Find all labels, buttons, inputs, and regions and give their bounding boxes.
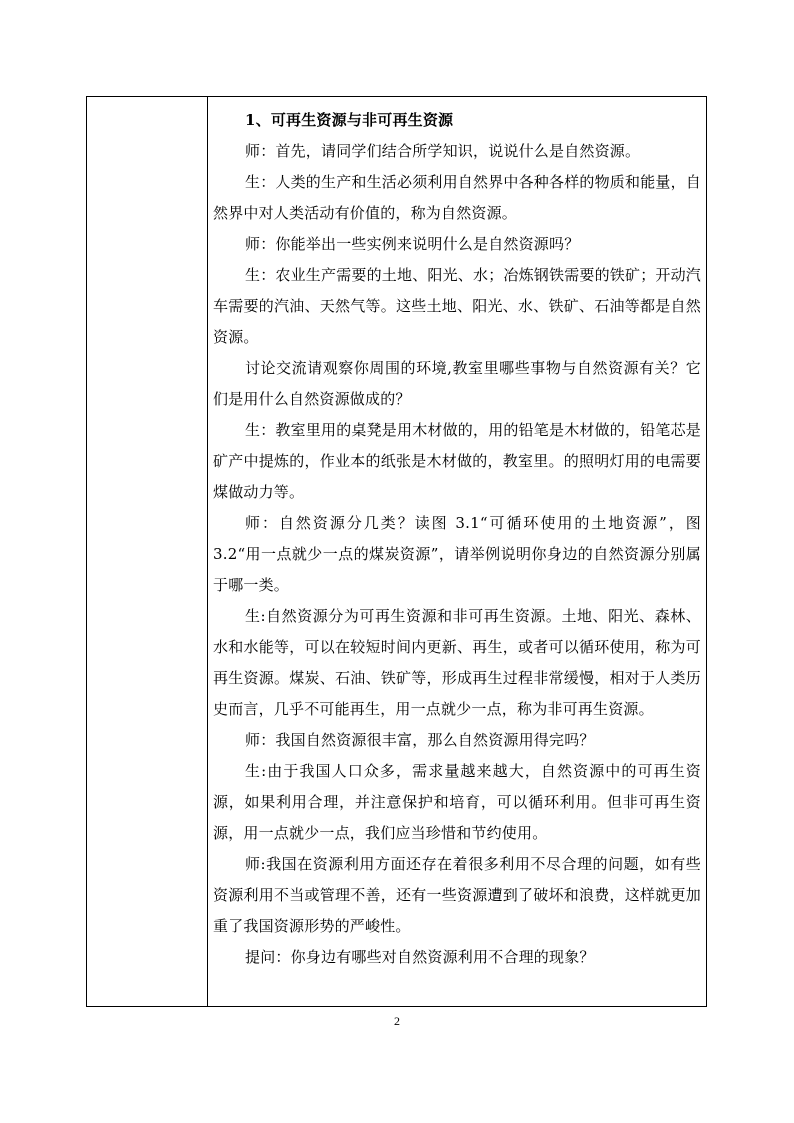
paragraph: 师:我国在资源利用方面还存在着很多利用不尽合理的问题，如有些资源利用不当或管理不善，还有一些资源遭到了破坏和浪费，这样就更加重了我国资源形势的严峻性。 — [213, 855, 701, 935]
paragraph: 师：首先，请同学们结合所学知识，说说什么是自然资源。 — [245, 142, 641, 160]
paragraph: 师：我国自然资源很丰富，那么自然资源用得完吗？ — [245, 731, 595, 749]
paragraph: 生：教室里用的桌凳是用木材做的，用的铅笔是木材做的，铅笔芯是矿产中提炼的，作业本的纸张是木材做的，教室里。的照明灯用的电需要煤做动力等。 — [213, 421, 702, 501]
empty-left-cell — [87, 97, 207, 1006]
page-number: 2 — [394, 1014, 400, 1028]
paragraph: 讨论交流请观察你周围的环境,教室里哪些事物与自然资源有关？它们是用什么自然资源做成的？ — [213, 359, 701, 408]
paragraph: 生：农业生产需要的土地、阳光、水；冶炼钢铁需要的铁矿；开动汽车需要的汽油、天然气等。这些土地、阳光、水、铁矿、石油等都是自然资源。 — [213, 266, 702, 346]
lesson-table — [86, 96, 707, 1007]
paragraph: 提问：你身边有哪些对自然资源利用不合理的现象？ — [245, 948, 595, 966]
content-cell — [213, 105, 701, 973]
paragraph: 师：自然资源分几类？读图 3.1“可循环使用的土地资源”，图 3.2“用一点就少一点的煤炭资源”，请举例说明你身边的自然资源分别属于哪一类。 — [213, 514, 701, 594]
paragraph: 生:由于我国人口众多，需求量越来越大，自然资源中的可再生资源，如果利用合理，并注意保护和培育，可以循环利用。但非可再生资源，用一点就少一点，我们应当珍惜和节约使用。 — [213, 762, 701, 842]
paragraph: 生：人类的生产和生活必须利用自然界中各种各样的物质和能量，自然界中对人类活动有价值的，称为自然资源。 — [213, 173, 702, 222]
column-divider — [207, 97, 208, 1006]
section-heading: 1、可再生资源与非可再生资源 — [245, 111, 454, 129]
paragraph: 师：你能举出一些实例来说明什么是自然资源吗？ — [245, 235, 580, 253]
paragraph: 生:自然资源分为可再生资源和非可再生资源。土地、阳光、森林、水和水能等，可以在较短时间内更新、再生，或者可以循环使用，称为可再生资源。煤炭、石油、铁矿等，形成再生过程非常缓慢，相对于人类历史而言，几乎不可能再生，用一点就少一点，称为非可再生资源。 — [213, 607, 701, 718]
